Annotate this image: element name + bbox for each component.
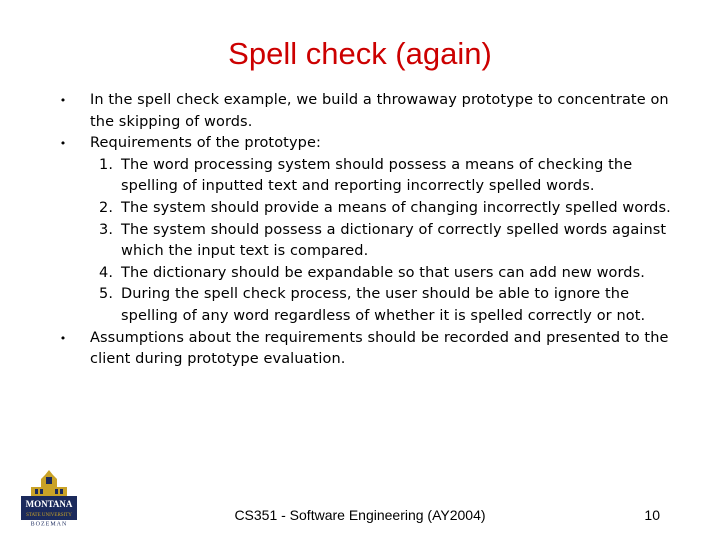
slide-body bbox=[58, 90, 678, 371]
bullet-marker: • bbox=[59, 137, 67, 151]
bullet-item bbox=[58, 328, 678, 371]
requirement-item bbox=[58, 284, 678, 327]
requirement-number: 4. bbox=[99, 264, 114, 281]
bullet-text: Requirements of the prototype: bbox=[90, 135, 321, 152]
requirement-number: 5. bbox=[99, 286, 114, 303]
slide-title: Spell check (again) bbox=[228, 36, 492, 71]
logo-line1: MONTANA bbox=[25, 499, 73, 509]
bullet-text: Assumptions about the requirements should be recorded and presented to the client during prototype evaluation. bbox=[90, 329, 669, 368]
requirement-item bbox=[58, 220, 678, 263]
montana-state-logo bbox=[17, 467, 81, 527]
requirement-text: During the spell check process, the user should be able to ignore the spelling of any word regardless of whether it is spelled correctly or not. bbox=[121, 286, 646, 324]
requirement-number: 3. bbox=[99, 221, 114, 238]
requirement-text: The word processing system should possess a means of checking the spelling of inputted text and reporting incorrectly spelled words. bbox=[121, 156, 633, 195]
bullet-marker: • bbox=[59, 331, 67, 345]
footer-course: CS351 - Software Engineering (AY2004) bbox=[234, 507, 486, 523]
bullet-item bbox=[58, 90, 678, 133]
requirement-number: 1. bbox=[99, 156, 114, 173]
requirement-item bbox=[58, 263, 678, 285]
requirement-number: 2. bbox=[99, 199, 114, 216]
university-seal-icon bbox=[17, 467, 81, 527]
requirement-text: The dictionary should be expandable so that users can add new words. bbox=[121, 264, 645, 281]
bullet-item bbox=[58, 133, 678, 155]
logo-line3: BOZEMAN bbox=[30, 521, 68, 527]
logo-line2: STATE UNIVERSITY bbox=[26, 513, 72, 518]
requirement-item bbox=[58, 155, 678, 198]
bullet-marker: • bbox=[59, 94, 67, 107]
page-number: 10 bbox=[644, 507, 660, 523]
requirement-text: The system should provide a means of changing incorrectly spelled words. bbox=[121, 199, 671, 216]
requirement-item bbox=[58, 198, 678, 220]
bullet-text: In the spell check example, we build a throwaway prototype to concentrate on the skipping of words. bbox=[90, 92, 669, 130]
requirement-text: The system should possess a dictionary of correctly spelled words against which the input text is compared. bbox=[121, 221, 667, 260]
